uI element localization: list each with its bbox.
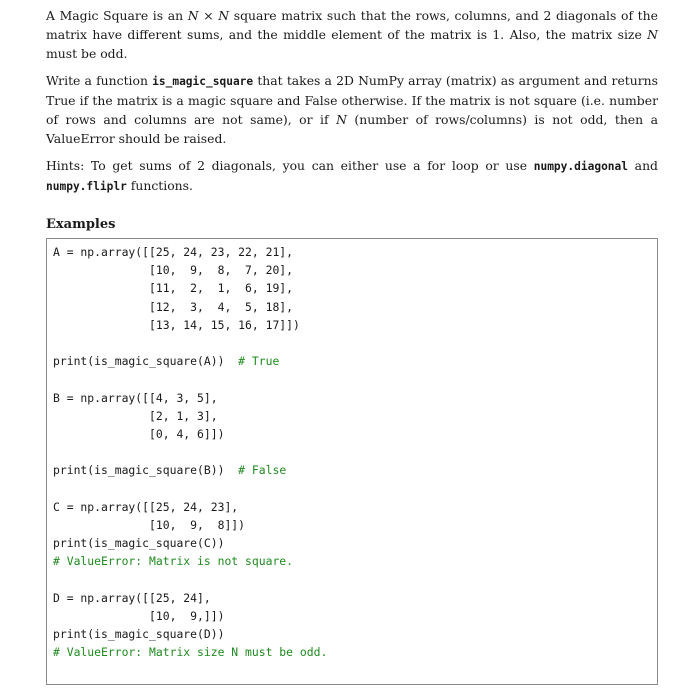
text-segment: Hints: To get sums of 2 diagonals, you can either use a for loop or use: [46, 158, 534, 173]
text-segment: (number of rows/columns) is not odd, then a ValueError should be raised.: [46, 112, 658, 146]
text-segment: A Magic Square is an: [46, 8, 188, 23]
code-example-box: [46, 238, 658, 685]
math-expression: N: [647, 27, 658, 42]
code-line: [13, 14, 15, 16, 17]]): [53, 317, 300, 332]
code-line: [10, 9, 8, 7, 20],: [53, 263, 294, 278]
task-paragraph: [46, 71, 658, 148]
math-expression: N: [336, 112, 347, 127]
hints-paragraph: [46, 156, 658, 196]
inline-code: numpy.diagonal: [533, 160, 629, 173]
code-comment: # ValueError: Matrix is not square.: [53, 554, 294, 569]
code-line: print(is_magic_square(C)): [53, 536, 225, 551]
code-line: [12, 3, 4, 5, 18],: [53, 299, 294, 314]
intro-paragraph: [46, 6, 658, 63]
code-line: [11, 2, 1, 6, 19],: [53, 281, 294, 296]
code-line: B = np.array([[4, 3, 5],: [53, 390, 218, 405]
inline-code: numpy.fliplr: [46, 180, 127, 193]
code-line: print(is_magic_square(D)): [53, 627, 225, 642]
code-text: print(is_magic_square(B)): [53, 463, 239, 478]
code-line: [2, 1, 3],: [53, 408, 218, 423]
blank-line: [53, 370, 657, 388]
blank-line: [53, 334, 657, 352]
code-text: print(is_magic_square(A)): [53, 354, 239, 369]
code-line: D = np.array([[25, 24],: [53, 590, 211, 605]
blank-line: [53, 443, 657, 461]
document-page: [46, 6, 658, 685]
code-line: [0, 4, 6]]): [53, 427, 225, 441]
text-segment: square matrix such that the rows, columns, and 2 diagonals of the matrix have different sums, and the middle element of the matrix is 1. Also, the matrix size: [46, 8, 658, 42]
text-segment: Write a function: [46, 73, 153, 88]
code-comment: # ValueError: Matrix size N must be odd.: [53, 645, 328, 660]
code-comment: # True: [238, 354, 280, 369]
examples-heading: Examples: [46, 217, 116, 232]
text-segment: functions.: [126, 178, 193, 193]
code-line: C = np.array([[25, 24, 23],: [53, 499, 239, 514]
blank-line: [53, 480, 657, 498]
code-line: [10, 9, 8]]): [53, 517, 246, 532]
text-segment: that takes a 2D NumPy array (matrix) as argument and returns True if the matrix is a magic square and False otherwise. If the matrix is not square (i.e. number of rows and columns are not same), or if: [46, 73, 658, 127]
text-segment: and: [628, 158, 658, 173]
math-expression: N × N: [187, 8, 230, 23]
code-line: [53, 461, 657, 479]
code-line: [10, 9,]]): [53, 608, 225, 623]
text-segment: must be odd.: [46, 46, 128, 61]
function-name-code: is_magic_square: [152, 75, 254, 88]
blank-line: [53, 571, 657, 589]
code-line: [53, 352, 657, 370]
code-line: A = np.array([[25, 24, 23, 22, 21],: [53, 245, 294, 259]
code-comment: # False: [238, 463, 287, 478]
